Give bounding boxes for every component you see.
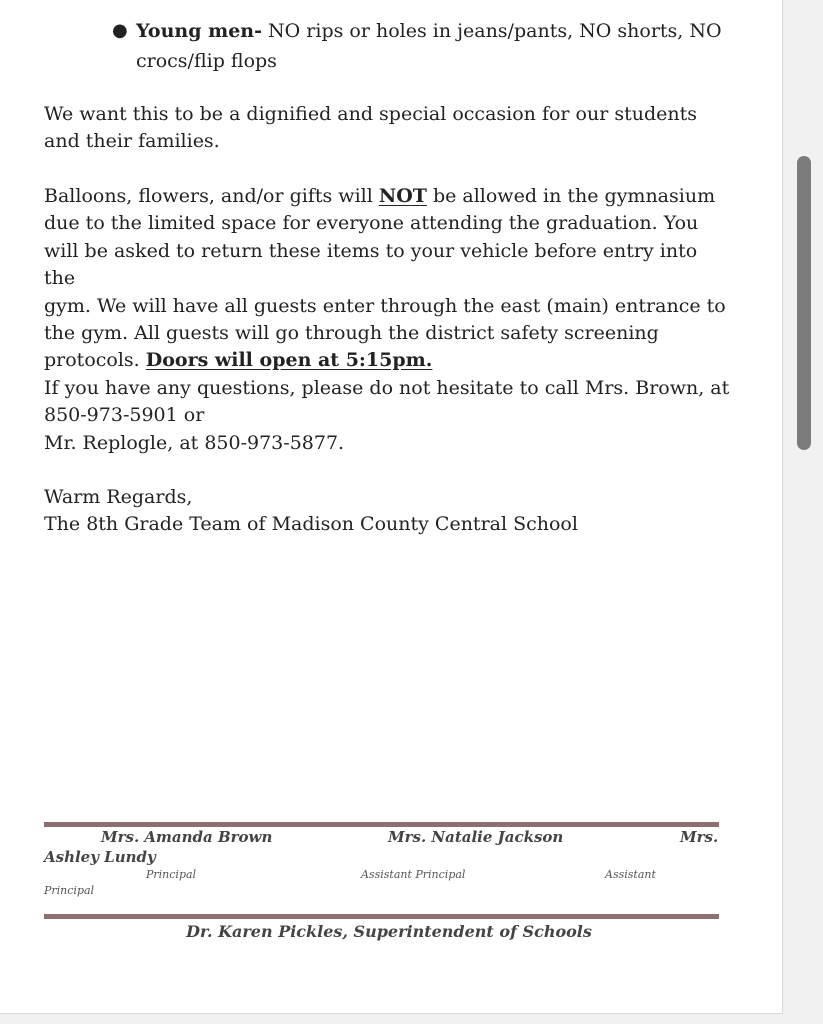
paragraph-line: and their families. bbox=[44, 130, 220, 153]
title-assistant-prefix: Assistant bbox=[605, 868, 656, 881]
phone-number-replogle: Mr. Replogle, at 850-973-5877. bbox=[44, 431, 345, 454]
paragraph-line: will be asked to return these items to your vehicle before entry into the bbox=[44, 239, 698, 290]
title-principal: Principal bbox=[146, 868, 197, 881]
title-assistant-principal-2: Principal bbox=[44, 884, 95, 897]
title-assistant-principal: Assistant Principal bbox=[361, 868, 466, 881]
paragraph-line: We want this to be a dignified and special occasion for our students bbox=[44, 103, 697, 125]
footer-bottom-rule bbox=[44, 914, 719, 919]
signature-name-lundy-prefix: Mrs. bbox=[680, 828, 719, 846]
questions-paragraph bbox=[44, 375, 734, 457]
dignified-occasion-paragraph bbox=[44, 101, 734, 156]
bullet-label: Young men- bbox=[136, 20, 263, 42]
paragraph-line: due to the limited space for everyone attending the graduation. You bbox=[44, 212, 699, 235]
footer-top-rule bbox=[44, 822, 719, 827]
bullet-text-line1: NO rips or holes in jeans/pants, NO shorts, NO bbox=[262, 20, 722, 42]
closing-paragraph bbox=[44, 484, 734, 539]
closing-salutation: Warm Regards, bbox=[44, 486, 193, 508]
paragraph-line: Balloons, flowers, and/or gifts will bbox=[44, 185, 379, 207]
not-emphasis: NOT bbox=[378, 185, 427, 207]
bullet-content bbox=[136, 16, 732, 76]
superintendent-line: Dr. Karen Pickles, Superintendent of Schools bbox=[186, 922, 592, 941]
dress-code-bullet bbox=[112, 16, 732, 76]
bullet-dot: ● bbox=[112, 20, 128, 41]
paragraph-line: gym. We will have all guests enter through the east (main) entrance to bbox=[44, 294, 726, 317]
doors-open-time: Doors will open at 5:15pm. bbox=[145, 349, 433, 372]
signature-name-brown: Mrs. Amanda Brown bbox=[101, 828, 273, 846]
paragraph-line: If you have any questions, please do not hesitate to call Mrs. Brown, at bbox=[44, 377, 730, 399]
vertical-scrollbar[interactable] bbox=[783, 0, 823, 1024]
paragraph-line: the gym. All guests will go through the district safety screening bbox=[44, 322, 659, 345]
signature-name-lundy: Ashley Lundy bbox=[44, 848, 156, 866]
scrollbar-thumb[interactable] bbox=[797, 156, 811, 450]
signature-name-jackson: Mrs. Natalie Jackson bbox=[388, 828, 564, 846]
closing-signature: The 8th Grade Team of Madison County Central School bbox=[44, 513, 578, 536]
phone-number-brown: 850-973-5901 or bbox=[44, 404, 205, 427]
paragraph-line: be allowed in the gymnasium bbox=[426, 185, 716, 207]
gifts-policy-paragraph bbox=[44, 183, 734, 375]
paragraph-line: protocols. bbox=[44, 349, 146, 372]
bullet-text-line2: crocs/flip flops bbox=[136, 50, 277, 72]
